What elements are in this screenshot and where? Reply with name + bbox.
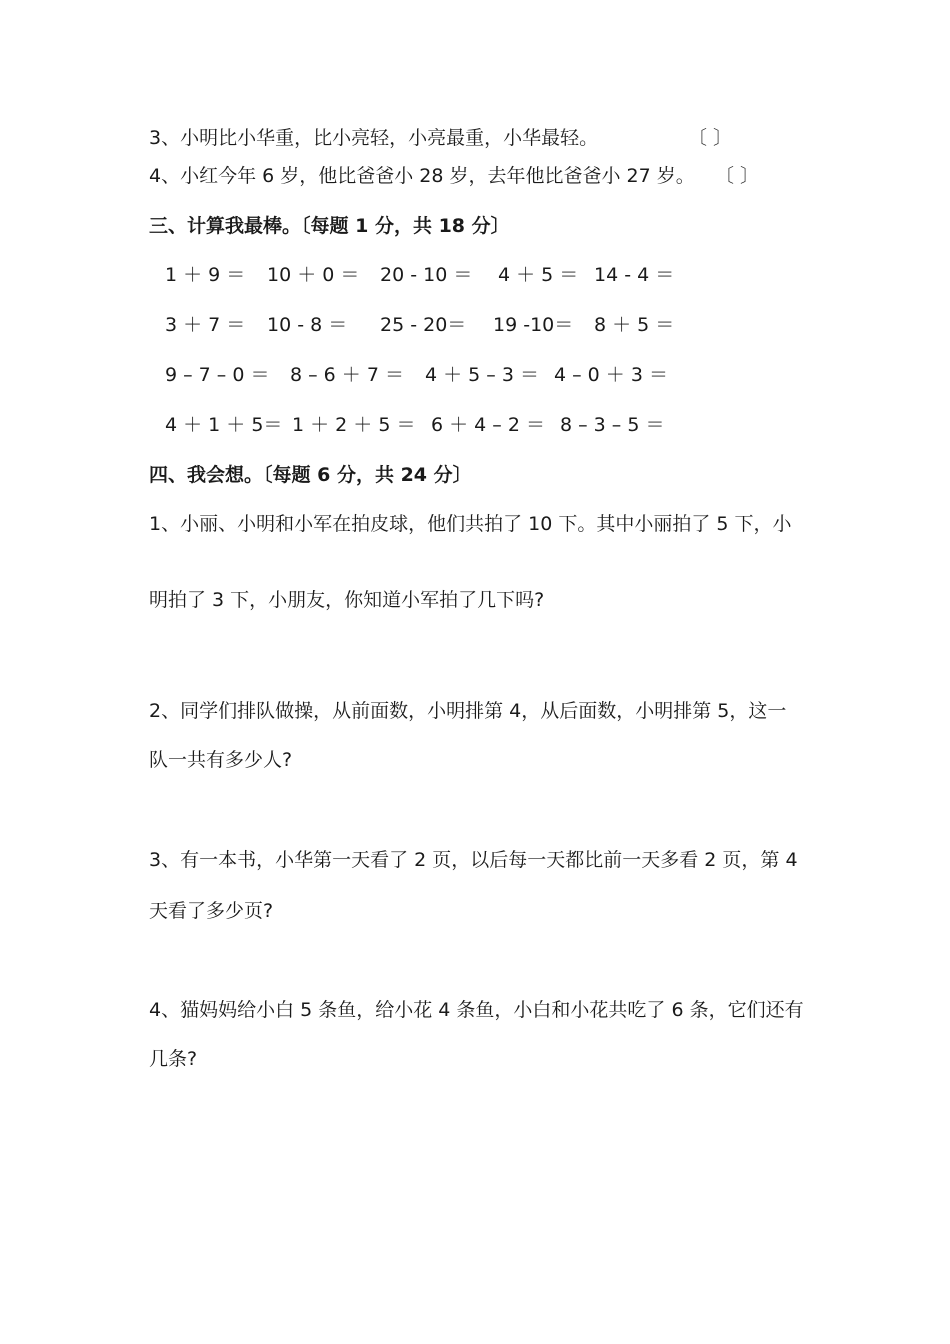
word-problem-4-line1: 4、猫妈妈给小白 5 条鱼，给小花 4 条鱼，小白和小花共吃了 6 条，它们还有: [149, 999, 804, 1021]
word-problem-1-line2: 明拍了 3 下，小朋友，你知道小军拍了几下吗?: [149, 589, 545, 611]
word-problem-2-line2: 队一共有多少人?: [149, 749, 293, 771]
calc-problem: 3 ＋ 7 ＝: [165, 314, 246, 336]
calc-problem: 25 - 20＝: [380, 314, 467, 336]
word-problem-4-line2: 几条?: [149, 1048, 198, 1070]
calc-problem: 10 - 8 ＝: [267, 314, 348, 336]
calc-problem: 20 - 10 ＝: [380, 264, 473, 286]
tf-item-3: 3、小明比小华重，比小亮轻，小亮最重，小华最轻。: [149, 127, 599, 149]
calc-problem: 1 ＋ 9 ＝: [165, 264, 246, 286]
calc-problem: 1 ＋ 2 ＋ 5 ＝: [292, 414, 416, 436]
calc-problem: 8 – 6 ＋ 7 ＝: [290, 364, 404, 386]
calc-problem: 6 ＋ 4 – 2 ＝: [431, 414, 545, 436]
calc-problem: 4 ＋ 1 ＋ 5＝: [165, 414, 283, 436]
calc-row-4: [0, 412, 950, 438]
section-3-heading: 三、计算我最棒。〔每题 1 分，共 18 分〕: [149, 215, 510, 237]
tf-answer-bracket-4[interactable]: 〔 〕: [715, 165, 760, 187]
calc-problem: 4 – 0 ＋ 3 ＝: [554, 364, 668, 386]
calc-problem: 19 -10＝: [493, 314, 574, 336]
calc-row-3: [0, 362, 950, 388]
word-problem-3-line1: 3、有一本书，小华第一天看了 2 页，以后每一天都比前一天多看 2 页，第 4: [149, 849, 798, 871]
calc-problem: 8 ＋ 5 ＝: [594, 314, 675, 336]
word-problem-3-line2: 天看了多少页?: [149, 900, 274, 922]
calc-problem: 14 - 4 ＝: [594, 264, 675, 286]
calc-row-2: [0, 312, 950, 338]
calc-problem: 10 ＋ 0 ＝: [267, 264, 360, 286]
word-problem-1-line1: 1、小丽、小明和小军在拍皮球，他们共拍了 10 下。其中小丽拍了 5 下，小: [149, 513, 792, 535]
calc-row-1: [0, 262, 950, 288]
calc-problem: 9 – 7 – 0 ＝: [165, 364, 270, 386]
calc-problem: 8 – 3 – 5 ＝: [560, 414, 665, 436]
calc-problem: 4 ＋ 5 – 3 ＝: [425, 364, 539, 386]
tf-item-4: 4、小红今年 6 岁，他比爸爸小 28 岁，去年他比爸爸小 27 岁。: [149, 165, 695, 187]
tf-answer-bracket-3[interactable]: 〔 〕: [688, 127, 733, 149]
word-problem-2-line1: 2、同学们排队做操，从前面数，小明排第 4，从后面数，小明排第 5，这一: [149, 700, 787, 722]
section-4-heading: 四、我会想。〔每题 6 分，共 24 分〕: [149, 464, 472, 486]
calc-problem: 4 ＋ 5 ＝: [498, 264, 579, 286]
